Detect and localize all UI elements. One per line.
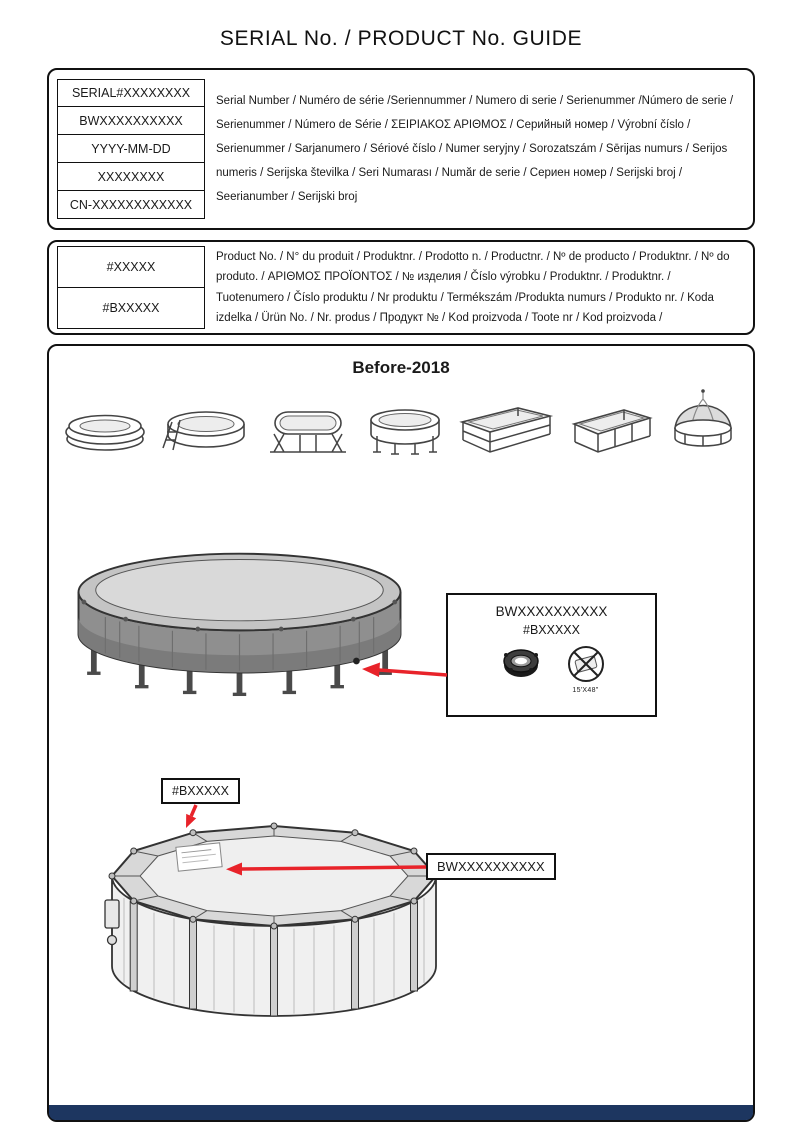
callout-product-number: #BXXXXX — [523, 623, 580, 637]
product-description: Product No. / N° du produit / Produktnr. / Prodotto n. / Productnr. / Nº de producto / Produktnr. / Nº do produto. / ΑΡΙΘΜΟΣ ΠΡΟΪΟΝΤΟΣ / № изделия / Číslo výrobku / Produktnr. / Produktnr. / Tuotenumero / Číslo produktu / Nr produktu / Termékszám /Produkta numurs / Produkto nr. / Koda izdelka / Ürün No. / Nr. produs / Продукт № / Kod proizvoda / Toote nr / Kod proizvoda / — [216, 250, 730, 324]
pool-type-icons-row — [49, 380, 753, 456]
diagram-heading: Before-2018 — [352, 358, 450, 377]
round-frame-pool-icon — [365, 404, 445, 456]
callout-serial-number: BWXXXXXXXXXX — [495, 604, 608, 619]
serial-code-cell: XXXXXXXX — [57, 162, 205, 192]
product-code-cell: #BXXXXX — [57, 287, 205, 330]
rectangular-frame-pool-icon — [456, 400, 556, 456]
serial-sticker — [176, 843, 222, 871]
serial-code-cell: SERIAL#XXXXXXXX — [57, 79, 205, 109]
footer-bar — [49, 1105, 753, 1120]
canopy-dome-pool-icon — [667, 386, 739, 456]
serial-code-cell: YYYY-MM-DD — [57, 134, 205, 164]
oval-inflatable-pool-icon — [158, 402, 250, 456]
steel-wall-pool-illustration — [104, 814, 444, 1054]
pool-cover — [96, 559, 384, 620]
drain-port-icon — [498, 644, 544, 682]
serial-number-label-box: BWXXXXXXXXXX — [426, 853, 556, 880]
before-2018-diagram-box — [47, 344, 755, 1122]
serial-location-callout — [446, 593, 657, 717]
serial-code-column — [57, 79, 205, 220]
rectangular-pool-icon — [568, 400, 656, 456]
serial-code-cell: BWXXXXXXXXXX — [57, 106, 205, 136]
page-title: SERIAL No. / PRODUCT No. GUIDE — [219, 27, 583, 50]
product-code-column — [57, 246, 205, 329]
callout-icons — [448, 644, 655, 694]
crossed-size-wrap — [566, 644, 606, 694]
drain-port-dot — [353, 658, 360, 665]
inflatable-ring-pool-icon — [63, 406, 147, 456]
serial-code-cell: CN-XXXXXXXXXXXX — [57, 190, 205, 220]
serial-description: Serial Number / Numéro de série /Seriennummer / Numero di serie / Serienummer /Número de serie / Serienummer / Número de Série / ΣΕΙΡΙΑΚΟΣ ΑΡΙΘΜΟΣ / Серийный номер / Výrobní číslo / Serienummer / Sarjanumero / Sériové číslo / Numer seryjny / Sorozatszám / Sērijas numurs / Serijos numeris / Serijska številka / Seri Numarası / Număr de serie / Сериен номер / Serijski broj / Seerianumber / Serijski broj — [216, 94, 734, 204]
product-info-box — [47, 240, 755, 335]
size-label: 15'X48" — [572, 687, 599, 694]
crossed-size-icon — [566, 644, 606, 684]
product-number-label-box: #BXXXXX — [161, 778, 240, 804]
oval-frame-pool-icon — [262, 404, 354, 456]
round-frame-pool-illustration — [67, 546, 412, 709]
serial-info-box — [47, 68, 755, 230]
product-code-cell: #XXXXX — [57, 246, 205, 289]
